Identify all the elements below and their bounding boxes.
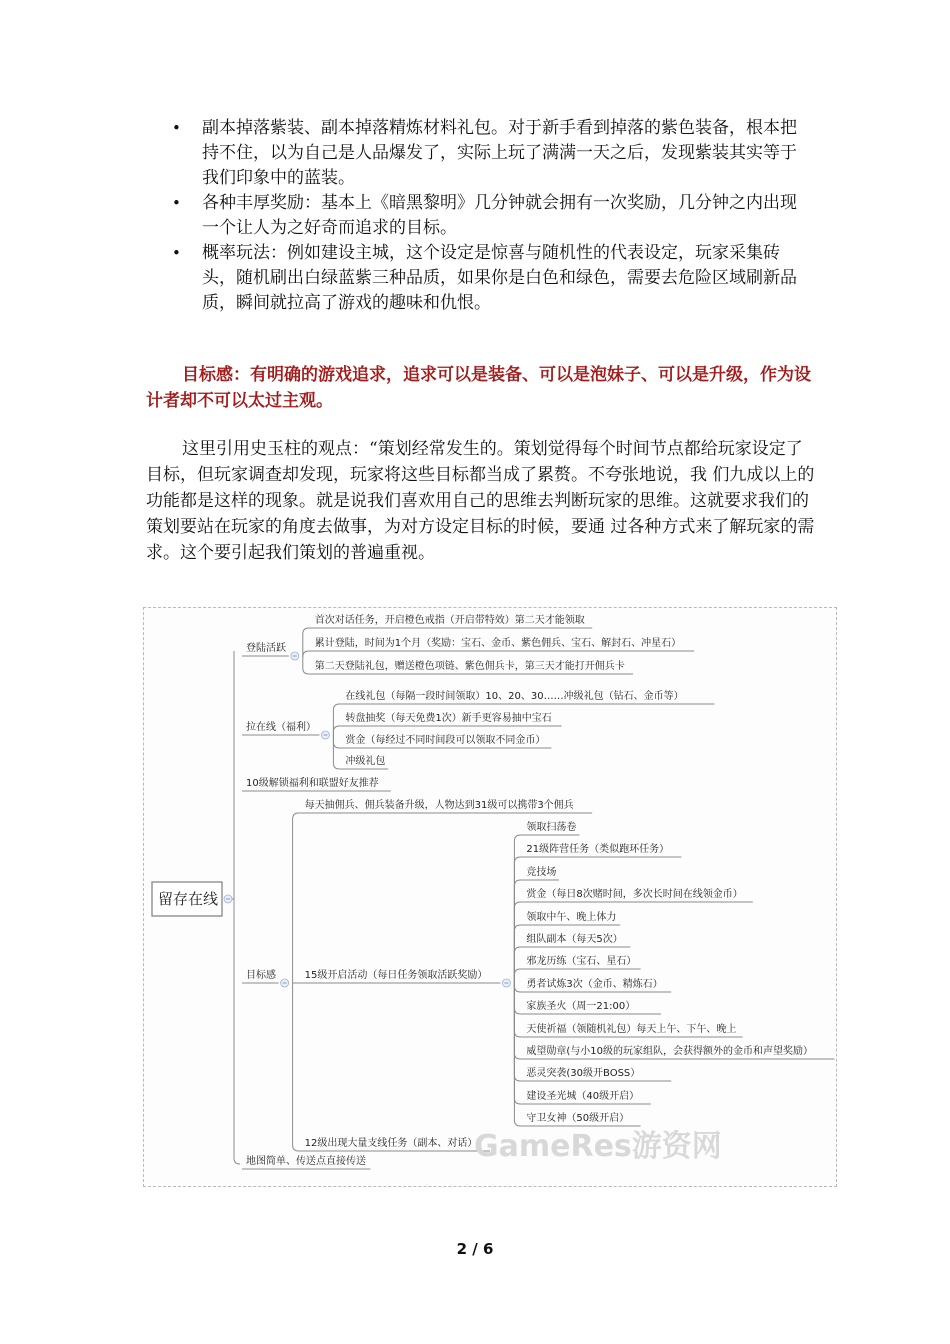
- mind-map-connector: [514, 880, 522, 983]
- mind-map-connector: [514, 983, 522, 1059]
- mind-map-connector: [514, 969, 522, 983]
- mind-map-connector: [514, 983, 522, 992]
- leaf-label: 邪龙历练（宝石、星石）: [526, 956, 637, 967]
- bullet-text: 概率玩法：例如建设主城，这个设定是惊喜与随机性的代表设定，玩家采集砖头，随机刷出白绿蓝紫三种品质，如果你是白色和绿色，需要去危险区域刷新品质，瞬间就拉高了游戏的趣味和仇恨。: [202, 243, 797, 313]
- mind-map-connector: [514, 947, 522, 983]
- bullet-dot: •: [172, 194, 181, 212]
- bullet-dot: •: [172, 244, 181, 262]
- leaf-label: 勇者试炼3次（金币、精炼石）: [526, 979, 663, 990]
- mind-map-root-label: 留存在线: [158, 890, 219, 908]
- leaf-label: 转盘抽奖（每天免费1次）新手更容易抽中宝石: [345, 713, 552, 724]
- leaf-label: 在线礼包（每隔一段时间领取）10、20、30……冲级礼包（钻石、金币等）: [345, 691, 684, 702]
- bullet-dot: •: [172, 119, 181, 137]
- mind-map-connector: [303, 651, 311, 657]
- leaf-label: 冲级礼包: [345, 756, 386, 767]
- mind-map-connector: [293, 813, 301, 983]
- leaf-label: 竞技场: [526, 867, 557, 878]
- leaf-label: 赏金（每经过不同时间段可以领取不同金币）: [345, 735, 546, 746]
- bullet-item: [172, 241, 812, 316]
- mind-map-connector: [293, 983, 301, 1151]
- watermark-text: GameRes游资网: [474, 1129, 722, 1164]
- leaf-label: 累计登陆，时间为1个月（奖励：宝石、金币、紫色佣兵、宝石、解封石、冲星石）: [314, 638, 682, 649]
- mind-map-connector: [303, 656, 311, 674]
- branch-label: 地图简单、传送点直接传送: [246, 1156, 366, 1167]
- mind-map-connector: [514, 983, 522, 1126]
- bullet-item: [172, 191, 812, 241]
- leaf-label: 第二天登陆礼包，赠送橙色项链、紫色佣兵卡，第三天才能打开佣兵卡: [314, 661, 625, 672]
- mind-map-trunk: [234, 651, 240, 1164]
- mind-map-connector: [303, 628, 311, 656]
- leaf-label: 21级阵营任务（类似跑环任务）: [526, 844, 670, 855]
- branch-label: 拉在线（福利）: [246, 722, 316, 733]
- leaf-label: 领取中午、晚上体力: [526, 912, 617, 923]
- mind-map-figure: [143, 607, 837, 1187]
- mind-map-connector: [333, 704, 341, 735]
- leaf-label: 建设圣光城（40级开启）: [526, 1091, 640, 1102]
- bullet-item: [172, 116, 812, 191]
- section-heading: 目标感：有明确的游戏追求，追求可以是装备、可以是泡妹子、可以是升级，作为设计者却不可以太过主观。: [146, 365, 811, 411]
- mind-map-connector: [333, 735, 341, 748]
- sub-branch-label: 每天抽佣兵、佣兵装备升级，人物达到31级可以携带3个佣兵: [304, 800, 574, 811]
- leaf-label: 首次对话任务，开启橙色戒指（开启带特效）第二天才能领取: [314, 615, 585, 626]
- mind-map-connector: [333, 735, 341, 769]
- body-paragraph: 这里引用史玉柱的观点：“策划经常发生的。策划觉得每个时间节点都给玩家设定了目标，但玩家调查却发现，玩家将这些目标都当成了累赘。不夸张地说，我 们九成以上的功能都是这样的现象。就是说我们喜欢用自己的思维去判断玩家的思维。这就要求我们的策划要站在玩家的角度去做事，为对方设定目标的时候，要通 过各种方式来了解玩家的需求。这个要引起我们策划的普遍重视。: [146, 439, 815, 563]
- leaf-label: 赏金（每日8次赌时间，多次长时间在线领金币）: [526, 889, 743, 900]
- leaf-label: 天使祈福（领随机礼包）每天上午、下午、晚上: [526, 1024, 737, 1035]
- leaf-label: 守卫女神（50级开启）: [526, 1113, 630, 1124]
- mind-map-connector: [514, 925, 522, 983]
- sub-branch-label: 15级开启活动（每日任务领取活跃奖励）: [304, 970, 488, 981]
- sub-branch-label: 12级出现大量支线任务（副本、对话）: [304, 1138, 478, 1149]
- leaf-label: 组队副本（每天5次）: [526, 934, 623, 945]
- bullet-text: 各种丰厚奖励：基本上《暗黑黎明》几分钟就会拥有一次奖励，几分钟之内出现一个让人为之好奇而追求的目标。: [202, 193, 797, 238]
- page-number: 2 / 6: [456, 1240, 494, 1258]
- mind-map-connector: [514, 983, 522, 1104]
- leaf-label: 领取扫荡卷: [526, 822, 577, 833]
- mind-map-connector: [514, 983, 522, 1081]
- branch-label: 10级解锁福利和联盟好友推荐: [246, 778, 379, 789]
- mind-map-connector: [333, 726, 341, 735]
- leaf-label: 恶灵突袭(30级开BOSS）: [526, 1068, 641, 1079]
- mind-map-connector: [514, 857, 522, 983]
- branch-label: 登陆活跃: [246, 643, 286, 654]
- leaf-label: 家族圣火（周一21:00）: [526, 1001, 636, 1012]
- branch-label: 目标感: [246, 970, 276, 981]
- mind-map-connector: [514, 983, 522, 1014]
- mind-map-canvas: [144, 608, 836, 1186]
- mind-map-connector: [514, 983, 522, 1037]
- leaf-label: 威望勋章(与小10级的玩家组队，会获得额外的金币和声望奖励）: [526, 1046, 814, 1057]
- bullet-list: [172, 116, 812, 316]
- bullet-text: 副本掉落紫装、副本掉落精炼材料礼包。对于新手看到掉落的紫色装备，根本把持不住，以为自己是人品爆发了，实际上玩了满满一天之后，发现紫装其实等于我们印象中的蓝装。: [202, 118, 797, 188]
